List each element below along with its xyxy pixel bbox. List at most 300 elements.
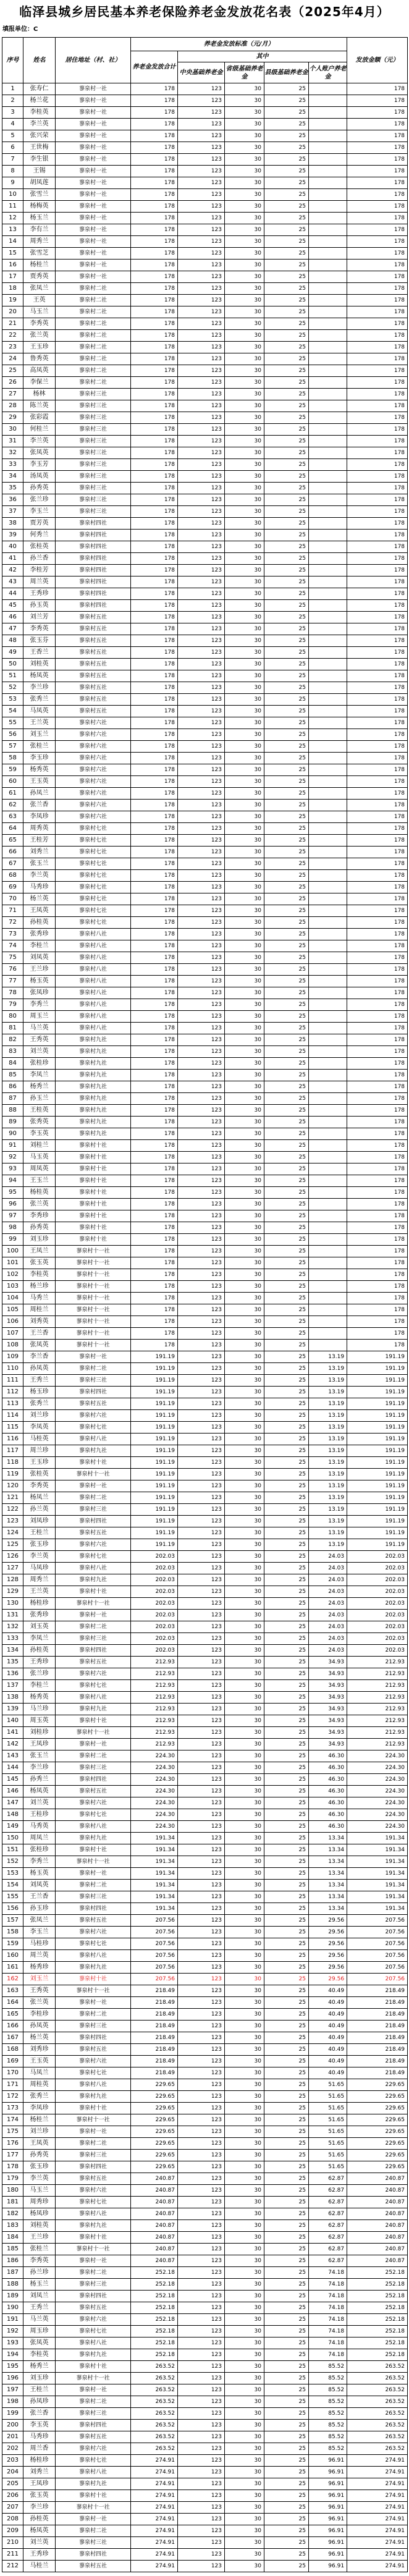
cell-province: 30	[225, 870, 264, 882]
cell-seq: 84	[2, 1058, 23, 1070]
cell-personal: 13.19	[309, 1351, 347, 1363]
cell-central: 123	[178, 1633, 225, 1645]
cell-central: 123	[178, 2420, 225, 2431]
cell-address: 蓼泉村八社	[56, 976, 131, 987]
cell-name: 杨玉英	[23, 976, 56, 987]
cell-address: 蓼泉村三社	[56, 2021, 131, 2032]
cell-province: 30	[225, 2114, 264, 2126]
cell-total: 274.91	[131, 2478, 178, 2490]
cell-central: 123	[178, 2525, 225, 2537]
table-row	[2, 1269, 408, 1281]
cell-central: 123	[178, 1387, 225, 1398]
cell-central: 123	[178, 459, 225, 471]
cell-name: 王锡	[23, 166, 56, 177]
cell-total: 178	[131, 1117, 178, 1128]
cell-province: 30	[225, 952, 264, 964]
table-row	[2, 858, 408, 870]
table-row	[2, 1692, 408, 1704]
table-row	[2, 729, 408, 741]
cell-amount: 229.65	[347, 2150, 408, 2161]
cell-total: 252.18	[131, 2349, 178, 2361]
cell-personal: 13.34	[309, 1903, 347, 1915]
cell-name: 张秀兰	[23, 694, 56, 706]
cell-address: 蓼泉村九社	[56, 1034, 131, 1046]
cell-seq: 160	[2, 1950, 23, 1962]
page-title: 临泽县城乡居民基本养老保险养老金发放花名表（2025年4月）	[19, 4, 390, 19]
cell-seq: 42	[2, 565, 23, 576]
cell-personal	[309, 1034, 347, 1046]
table-row	[2, 940, 408, 952]
cell-personal	[309, 1222, 347, 1234]
cell-name: 刘凤英	[23, 952, 56, 964]
cell-amount: 178	[347, 1281, 408, 1293]
cell-name: 孙玉珍	[23, 1903, 56, 1915]
cell-personal	[309, 342, 347, 353]
cell-personal: 85.52	[309, 2396, 347, 2408]
cell-province: 30	[225, 1281, 264, 1293]
cell-county: 25	[264, 1152, 309, 1163]
cell-address: 蓼泉村六社	[56, 1797, 131, 1809]
cell-total: 178	[131, 870, 178, 882]
cell-total: 178	[131, 271, 178, 283]
table-row	[2, 1539, 408, 1551]
cell-personal: 24.03	[309, 1586, 347, 1598]
cell-seq: 123	[2, 1516, 23, 1527]
cell-province: 30	[225, 377, 264, 389]
cell-address: 蓼泉村十一社	[56, 2244, 131, 2255]
cell-total: 178	[131, 412, 178, 424]
cell-central: 123	[178, 2537, 225, 2549]
cell-county: 25	[264, 1316, 309, 1328]
cell-address: 蓼泉村八社	[56, 1011, 131, 1023]
cell-personal	[309, 142, 347, 154]
cell-seq: 114	[2, 1410, 23, 1422]
table-row	[2, 1574, 408, 1586]
cell-amount: 178	[347, 189, 408, 201]
cell-province: 30	[225, 2044, 264, 2056]
cell-total: 178	[131, 635, 178, 647]
cell-seq: 99	[2, 1234, 23, 1246]
cell-total: 178	[131, 1293, 178, 1304]
header-sub-group: 其中	[178, 51, 347, 62]
cell-amount: 178	[347, 1058, 408, 1070]
cell-central: 123	[178, 1046, 225, 1058]
cell-amount: 212.93	[347, 1657, 408, 1668]
cell-central: 123	[178, 389, 225, 400]
cell-name: 王玉珍	[23, 342, 56, 353]
cell-central: 123	[178, 1152, 225, 1163]
table-row	[2, 870, 408, 882]
table-row	[2, 2490, 408, 2502]
cell-county: 25	[264, 635, 309, 647]
cell-address: 蓼泉村三社	[56, 1633, 131, 1645]
cell-central: 123	[178, 1199, 225, 1210]
cell-amount: 191.19	[347, 1387, 408, 1398]
cell-address: 蓼泉村二社	[56, 2396, 131, 2408]
cell-name: 王兰香	[23, 1328, 56, 1340]
cell-personal	[309, 213, 347, 224]
cell-address: 蓼泉村三社	[56, 400, 131, 412]
cell-province: 30	[225, 1915, 264, 1927]
cell-central: 123	[178, 506, 225, 518]
cell-name: 刘玉珍	[23, 1234, 56, 1246]
cell-personal	[309, 1281, 347, 1293]
cell-county: 25	[264, 1997, 309, 2009]
cell-seq: 207	[2, 2502, 23, 2514]
cell-county: 25	[264, 83, 309, 95]
cell-amount: 229.65	[347, 2138, 408, 2150]
cell-central: 123	[178, 2232, 225, 2244]
cell-amount: 252.18	[347, 2349, 408, 2361]
cell-seq: 13	[2, 224, 23, 236]
table-row	[2, 788, 408, 800]
cell-total: 202.03	[131, 1586, 178, 1598]
cell-personal	[309, 1152, 347, 1163]
cell-seq: 204	[2, 2467, 23, 2478]
table-row	[2, 2420, 408, 2431]
cell-province: 30	[225, 1551, 264, 1563]
cell-county: 25	[264, 999, 309, 1011]
cell-seq: 142	[2, 1739, 23, 1750]
cell-county: 25	[264, 1140, 309, 1152]
cell-total: 178	[131, 929, 178, 940]
cell-county: 25	[264, 365, 309, 377]
cell-province: 30	[225, 1034, 264, 1046]
cell-seq: 104	[2, 1293, 23, 1304]
cell-name: 王桂英	[23, 1105, 56, 1117]
cell-central: 123	[178, 1950, 225, 1962]
cell-personal: 51.65	[309, 2161, 347, 2173]
table-row	[2, 2326, 408, 2337]
cell-central: 123	[178, 189, 225, 201]
cell-amount: 178	[347, 706, 408, 717]
cell-total: 178	[131, 1058, 178, 1070]
cell-name: 杨玉珍	[23, 1387, 56, 1398]
cell-central: 123	[178, 987, 225, 999]
cell-province: 30	[225, 1434, 264, 1445]
cell-address: 蓼泉村七社	[56, 870, 131, 882]
cell-total: 178	[131, 588, 178, 600]
cell-central: 123	[178, 95, 225, 107]
cell-total: 178	[131, 623, 178, 635]
cell-central: 123	[178, 1434, 225, 1445]
cell-county: 25	[264, 1046, 309, 1058]
cell-county: 25	[264, 1058, 309, 1070]
cell-province: 30	[225, 1363, 264, 1375]
table-row	[2, 2091, 408, 2103]
cell-seq: 198	[2, 2396, 23, 2408]
cell-personal: 29.56	[309, 1962, 347, 1974]
cell-name: 孙秀英	[23, 1222, 56, 1234]
cell-name: 李桂珍	[23, 2009, 56, 2021]
cell-address: 蓼泉村六社	[56, 788, 131, 800]
cell-personal: 85.52	[309, 2443, 347, 2455]
cell-province: 30	[225, 905, 264, 917]
cell-province: 30	[225, 999, 264, 1011]
cell-total: 202.03	[131, 1563, 178, 1574]
cell-amount: 178	[347, 682, 408, 694]
cell-province: 30	[225, 917, 264, 929]
cell-county: 25	[264, 224, 309, 236]
cell-amount: 178	[347, 1152, 408, 1163]
cell-amount: 178	[347, 788, 408, 800]
cell-central: 123	[178, 1081, 225, 1093]
cell-address: 蓼泉村九社	[56, 1081, 131, 1093]
cell-name: 张桂珍	[23, 1058, 56, 1070]
cell-address: 蓼泉村一社	[56, 95, 131, 107]
cell-amount: 178	[347, 436, 408, 447]
cell-total: 178	[131, 142, 178, 154]
cell-province: 30	[225, 400, 264, 412]
cell-personal: 51.65	[309, 2126, 347, 2138]
cell-personal	[309, 1328, 347, 1340]
cell-address: 蓼泉村五社	[56, 670, 131, 682]
cell-personal: 34.93	[309, 1739, 347, 1750]
cell-address: 蓼泉村十一社	[56, 1257, 131, 1269]
cell-province: 30	[225, 1997, 264, 2009]
cell-total: 178	[131, 318, 178, 330]
cell-name: 李兰珍	[23, 2502, 56, 2514]
cell-total: 178	[131, 659, 178, 670]
cell-central: 123	[178, 776, 225, 788]
cell-personal	[309, 1011, 347, 1023]
cell-seq: 150	[2, 1833, 23, 1844]
cell-total: 240.87	[131, 2244, 178, 2255]
cell-province: 30	[225, 224, 264, 236]
table-row	[2, 1962, 408, 1974]
cell-province: 30	[225, 1140, 264, 1152]
cell-amount: 178	[347, 342, 408, 353]
cell-province: 30	[225, 2220, 264, 2232]
cell-central: 123	[178, 1962, 225, 1974]
cell-amount: 178	[347, 588, 408, 600]
pension-roster-table	[2, 37, 408, 2572]
cell-name: 王秀兰	[23, 1375, 56, 1387]
cell-county: 25	[264, 1574, 309, 1586]
table-row	[2, 1093, 408, 1105]
cell-personal: 40.49	[309, 2044, 347, 2056]
cell-county: 25	[264, 1985, 309, 1997]
cell-central: 123	[178, 952, 225, 964]
cell-total: 178	[131, 987, 178, 999]
cell-amount: 224.30	[347, 1750, 408, 1762]
cell-personal	[309, 905, 347, 917]
cell-personal	[309, 788, 347, 800]
cell-seq: 2	[2, 95, 23, 107]
table-row	[2, 1034, 408, 1046]
cell-amount: 178	[347, 811, 408, 823]
table-row	[2, 166, 408, 177]
reporting-unit-label: 填报单位：	[2, 26, 33, 33]
cell-seq: 1	[2, 83, 23, 95]
table-row	[2, 1293, 408, 1304]
cell-personal: 24.03	[309, 1610, 347, 1621]
cell-province: 30	[225, 1657, 264, 1668]
cell-personal	[309, 107, 347, 119]
cell-central: 123	[178, 1504, 225, 1516]
cell-total: 178	[131, 283, 178, 295]
table-row	[2, 553, 408, 565]
cell-name: 杨桂兰	[23, 2114, 56, 2126]
cell-address: 蓼泉村三社	[56, 471, 131, 483]
cell-address: 蓼泉村二社	[56, 2009, 131, 2021]
cell-seq: 43	[2, 576, 23, 588]
cell-county: 25	[264, 1457, 309, 1469]
cell-name: 周秀兰	[23, 236, 56, 248]
table-row	[2, 2514, 408, 2525]
cell-central: 123	[178, 2478, 225, 2490]
table-row	[2, 541, 408, 553]
cell-total: 178	[131, 976, 178, 987]
table-row	[2, 2044, 408, 2056]
cell-county: 25	[264, 1739, 309, 1750]
cell-central: 123	[178, 2185, 225, 2197]
cell-amount: 178	[347, 1234, 408, 1246]
cell-seq: 130	[2, 1598, 23, 1610]
table-row	[2, 1257, 408, 1269]
cell-total: 229.65	[131, 2079, 178, 2091]
cell-county: 25	[264, 811, 309, 823]
table-row	[2, 2150, 408, 2161]
table-row	[2, 377, 408, 389]
cell-address: 蓼泉村十社	[56, 2490, 131, 2502]
header-amount: 发放金额（元）	[347, 38, 408, 83]
cell-county: 25	[264, 2103, 309, 2114]
cell-county: 25	[264, 940, 309, 952]
cell-amount: 178	[347, 1304, 408, 1316]
cell-province: 30	[225, 2302, 264, 2314]
cell-province: 30	[225, 1340, 264, 1351]
cell-central: 123	[178, 400, 225, 412]
table-row	[2, 2431, 408, 2443]
cell-central: 123	[178, 1809, 225, 1821]
cell-central: 123	[178, 2373, 225, 2384]
cell-county: 25	[264, 1927, 309, 1938]
cell-total: 229.65	[131, 2114, 178, 2126]
header-central: 中央基础养老金	[178, 62, 225, 83]
cell-personal: 74.18	[309, 2337, 347, 2349]
cell-seq: 169	[2, 2056, 23, 2067]
cell-total: 212.93	[131, 1657, 178, 1668]
cell-county: 25	[264, 2032, 309, 2044]
cell-seq: 81	[2, 1023, 23, 1034]
cell-name: 张桂英	[23, 1469, 56, 1480]
cell-personal	[309, 412, 347, 424]
cell-address: 蓼泉村十社	[56, 1222, 131, 1234]
cell-name: 张兴荣	[23, 130, 56, 142]
cell-total: 274.91	[131, 2549, 178, 2561]
cell-county: 25	[264, 1821, 309, 1833]
cell-name: 马秀兰	[23, 1293, 56, 1304]
cell-personal: 40.49	[309, 2032, 347, 2044]
cell-amount: 191.19	[347, 1469, 408, 1480]
cell-total: 263.52	[131, 2431, 178, 2443]
cell-personal: 13.19	[309, 1504, 347, 1516]
cell-total: 274.91	[131, 2490, 178, 2502]
cell-seq: 202	[2, 2443, 23, 2455]
cell-name: 杨秀兰	[23, 2361, 56, 2373]
cell-seq: 132	[2, 1621, 23, 1633]
cell-province: 30	[225, 1610, 264, 1621]
cell-province: 30	[225, 142, 264, 154]
cell-province: 30	[225, 494, 264, 506]
table-row	[2, 1163, 408, 1175]
table-row	[2, 2056, 408, 2067]
cell-amount: 191.19	[347, 1410, 408, 1422]
cell-total: 252.18	[131, 2267, 178, 2279]
cell-personal	[309, 1070, 347, 1081]
cell-address: 蓼泉村四社	[56, 2032, 131, 2044]
cell-name: 马桂珍	[23, 1938, 56, 1950]
cell-personal	[309, 565, 347, 576]
cell-name: 张桂珍	[23, 1844, 56, 1856]
cell-province: 30	[225, 1762, 264, 1774]
cell-name: 马桂英	[23, 1434, 56, 1445]
cell-address: 蓼泉村十社	[56, 1199, 131, 1210]
cell-name: 王兰珍	[23, 2232, 56, 2244]
cell-central: 123	[178, 1727, 225, 1739]
cell-province: 30	[225, 1833, 264, 1844]
cell-personal	[309, 177, 347, 189]
cell-total: 178	[131, 130, 178, 142]
cell-total: 274.91	[131, 2561, 178, 2572]
cell-address: 蓼泉村三社	[56, 1375, 131, 1387]
cell-name: 周兰英	[23, 576, 56, 588]
cell-county: 25	[264, 2126, 309, 2138]
cell-amount: 178	[347, 1128, 408, 1140]
cell-province: 30	[225, 1974, 264, 1985]
cell-personal	[309, 600, 347, 612]
cell-total: 178	[131, 389, 178, 400]
table-row	[2, 764, 408, 776]
cell-province: 30	[225, 2443, 264, 2455]
cell-amount: 191.19	[347, 1363, 408, 1375]
cell-province: 30	[225, 95, 264, 107]
cell-county: 25	[264, 248, 309, 260]
cell-central: 123	[178, 2349, 225, 2361]
cell-name: 张玉兰	[23, 858, 56, 870]
table-row	[2, 412, 408, 424]
cell-seq: 179	[2, 2173, 23, 2185]
cell-county: 25	[264, 154, 309, 166]
cell-county: 25	[264, 1891, 309, 1903]
cell-personal: 24.03	[309, 1574, 347, 1586]
cell-province: 30	[225, 1539, 264, 1551]
cell-personal: 13.19	[309, 1527, 347, 1539]
cell-name: 汤凤英	[23, 471, 56, 483]
cell-central: 123	[178, 1621, 225, 1633]
table-row	[2, 2255, 408, 2267]
cell-seq: 210	[2, 2537, 23, 2549]
cell-total: 191.19	[131, 1504, 178, 1516]
cell-total: 178	[131, 530, 178, 541]
cell-total: 191.34	[131, 1903, 178, 1915]
cell-address: 蓼泉村五社	[56, 1527, 131, 1539]
cell-personal	[309, 201, 347, 213]
cell-name: 马桂兰	[23, 2561, 56, 2572]
cell-central: 123	[178, 236, 225, 248]
cell-amount: 178	[347, 764, 408, 776]
cell-amount: 178	[347, 1187, 408, 1199]
cell-county: 25	[264, 870, 309, 882]
cell-central: 123	[178, 295, 225, 306]
cell-amount: 274.91	[347, 2502, 408, 2514]
cell-personal	[309, 870, 347, 882]
cell-central: 123	[178, 612, 225, 623]
cell-name: 孙桂英	[23, 1645, 56, 1657]
cell-amount: 191.34	[347, 1891, 408, 1903]
cell-seq: 15	[2, 248, 23, 260]
